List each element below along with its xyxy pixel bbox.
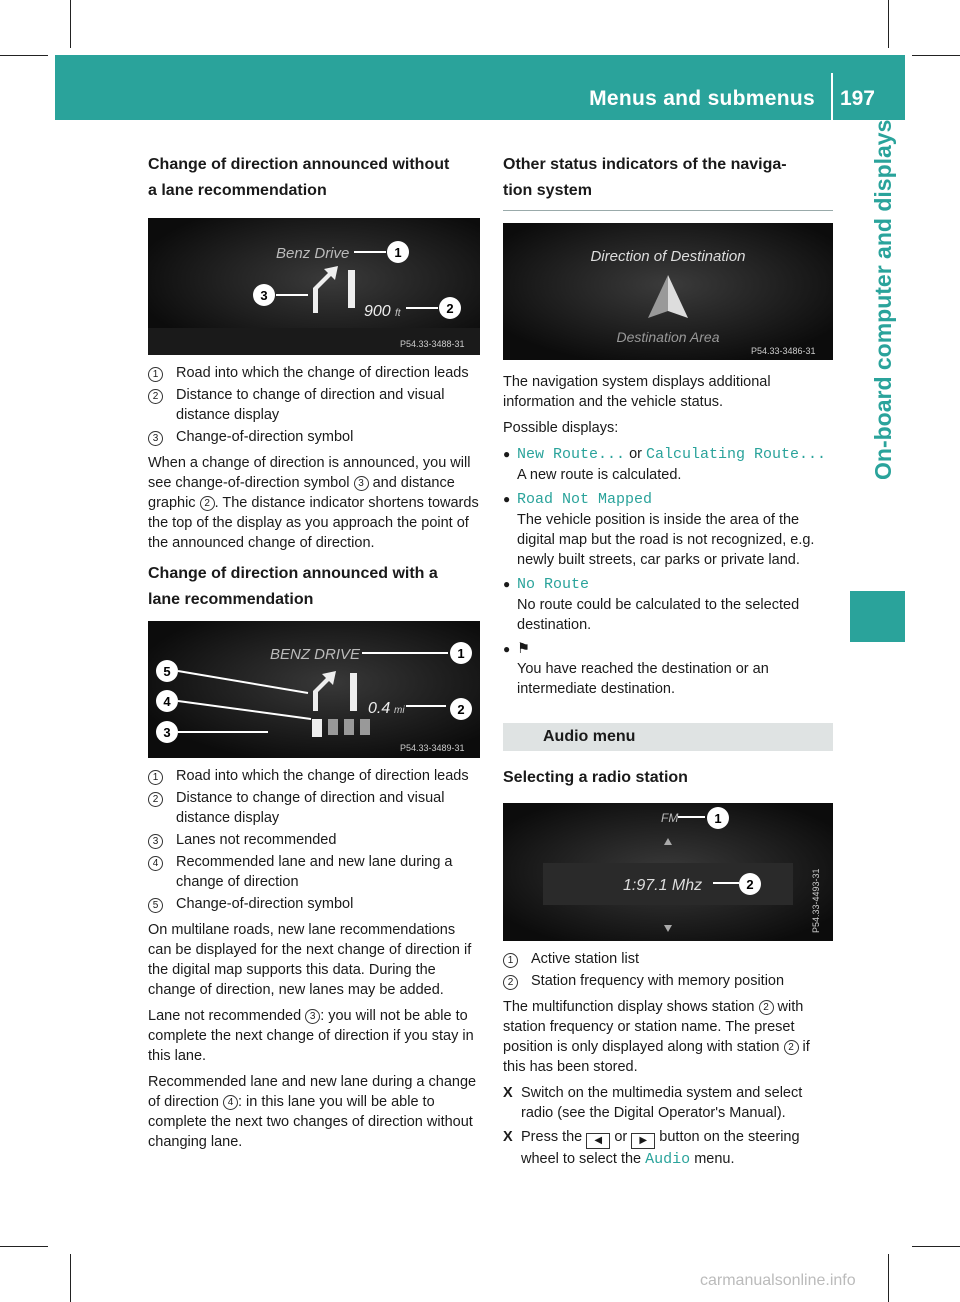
radio-station-image <box>503 803 833 941</box>
legend-item: 2 Distance to change of direction and visual distance display <box>148 788 480 828</box>
svg-text:P54.33-3486-31: P54.33-3486-31 <box>751 346 816 356</box>
side-tab-label: On-board computer and displays <box>870 119 896 480</box>
step-item: X Switch on the multimedia system and select radio (see the Digital Operator's Manual). <box>503 1085 803 1121</box>
cluster-image-1 <box>148 218 480 355</box>
navigation-status-image <box>503 223 833 360</box>
svg-text:P54.33-4493-31: P54.33-4493-31 <box>811 868 821 933</box>
svg-text:0.4: 0.4 <box>368 700 391 717</box>
legend-item: 3 Change-of-direction symbol <box>148 427 480 447</box>
image-code: P54.33-3488-31 <box>400 339 465 349</box>
svg-text:2: 2 <box>457 702 465 717</box>
page-header <box>55 55 905 120</box>
step-item: X Press the ◀ or ▶ button on the steering wheel to select the Audio menu. <box>503 1129 800 1168</box>
cluster-image-2 <box>148 621 480 758</box>
section-heading: Change of direction announced without a lane recommendation <box>148 156 450 199</box>
svg-text:P54.33-3489-31: P54.33-3489-31 <box>400 743 465 753</box>
svg-text:1:97.1 Mhz: 1:97.1 Mhz <box>623 877 703 894</box>
crop-mark <box>888 1254 889 1302</box>
paragraph: When a change of direction is announced, you will see change-of-direction symbol 3 and distance graphic 2 . The distance indicator shortens towards the top of the display as you approach the point of the announced change of direction. <box>148 455 479 551</box>
paragraph: Lane not recommended 3 : you will not be able to complete the next change of direction if you stay in this lane. <box>148 1008 474 1064</box>
crop-mark <box>912 1246 960 1247</box>
crop-mark <box>0 55 48 56</box>
svg-text:1: 1 <box>457 646 465 661</box>
legend-item: 3 Lanes not recommended <box>148 830 480 850</box>
list-item: ● Road Not Mapped The vehicle position is inside the area of the digital map but the road is not recognized, e.g. newly built streets, car parks or private land. <box>503 491 815 568</box>
left-arrow-button-icon: ◀ <box>586 1133 610 1149</box>
watermark: carmanualsonline.info <box>700 1272 856 1289</box>
left-column <box>148 152 480 1158</box>
legend-item: 5 Change-of-direction symbol <box>148 894 480 914</box>
list-item: ● ⚑ You have reached the destination or an intermediate destination. <box>503 641 769 697</box>
svg-text:BENZ DRIVE: BENZ DRIVE <box>270 646 361 663</box>
legend-item: 1 Active station list <box>503 949 833 969</box>
section-rule <box>503 210 833 211</box>
header-divider <box>831 73 833 120</box>
svg-text:3: 3 <box>260 288 268 303</box>
route-name: Benz Drive <box>276 245 350 262</box>
list-item: ● No Route No route could be calculated to the selected destination. <box>503 576 800 633</box>
svg-text:3: 3 <box>163 725 171 740</box>
svg-text:mi: mi <box>394 705 405 716</box>
list-item: ● New Route... or Calculating Route... A new route is calculated. <box>503 446 827 483</box>
crop-mark <box>70 0 71 48</box>
legend-item: 2 Distance to change of direction and visual distance display <box>148 385 480 425</box>
svg-text:1: 1 <box>394 245 402 260</box>
crop-mark <box>888 0 889 48</box>
svg-text:ft: ft <box>395 308 401 319</box>
legend-item: 2 Station frequency with memory position <box>503 971 833 991</box>
svg-text:4: 4 <box>163 694 171 709</box>
right-arrow-button-icon: ▶ <box>631 1133 655 1149</box>
paragraph: The multifunction display shows station 2 with station frequency or station name. The preset position is only displayed along with station 2 if this has been stored. <box>503 999 810 1075</box>
paragraph: The navigation system displays additional information and the vehicle status. <box>503 374 771 410</box>
paragraph: On multilane roads, new lane recommendations can be displayed for the next change of direction if the digital map supports this data. During the change of direction, new lanes may be added. <box>148 922 472 998</box>
svg-text:2: 2 <box>746 877 754 892</box>
crop-mark <box>912 55 960 56</box>
side-tab-block <box>850 591 905 642</box>
section-heading: Change of direction announced with a lane recommendation <box>148 565 438 608</box>
svg-text:5: 5 <box>163 664 171 679</box>
legend-item: 4 Recommended lane and new lane during a change of direction <box>148 852 480 892</box>
crop-mark <box>70 1254 71 1302</box>
section-heading: Other status indicators of the naviga- tion system <box>503 156 787 199</box>
svg-text:2: 2 <box>446 301 454 316</box>
svg-text:Destination Area: Destination Area <box>616 329 720 345</box>
svg-text:FM: FM <box>661 811 679 825</box>
crop-mark <box>0 1246 48 1247</box>
paragraph: Possible displays: <box>503 420 619 436</box>
legend-item: 1 Road into which the change of direction leads <box>148 363 480 383</box>
legend-item: 1 Road into which the change of direction leads <box>148 766 480 786</box>
svg-text:Direction of Destination: Direction of Destination <box>590 248 746 265</box>
page-number: 197 <box>839 87 875 110</box>
paragraph: Recommended lane and new lane during a change of direction 4 : in this lane you will be able to complete the next two changes of direction without changing lane. <box>148 1074 477 1150</box>
svg-text:1: 1 <box>714 811 722 826</box>
destination-flag-icon: ⚑ <box>517 641 530 657</box>
audio-menu-bar: Audio menu <box>503 723 833 751</box>
section-heading: Selecting a radio station <box>503 769 688 786</box>
right-column <box>503 152 833 1174</box>
distance-value: 900 <box>364 303 391 320</box>
header-title: Menus and submenus <box>589 87 815 110</box>
